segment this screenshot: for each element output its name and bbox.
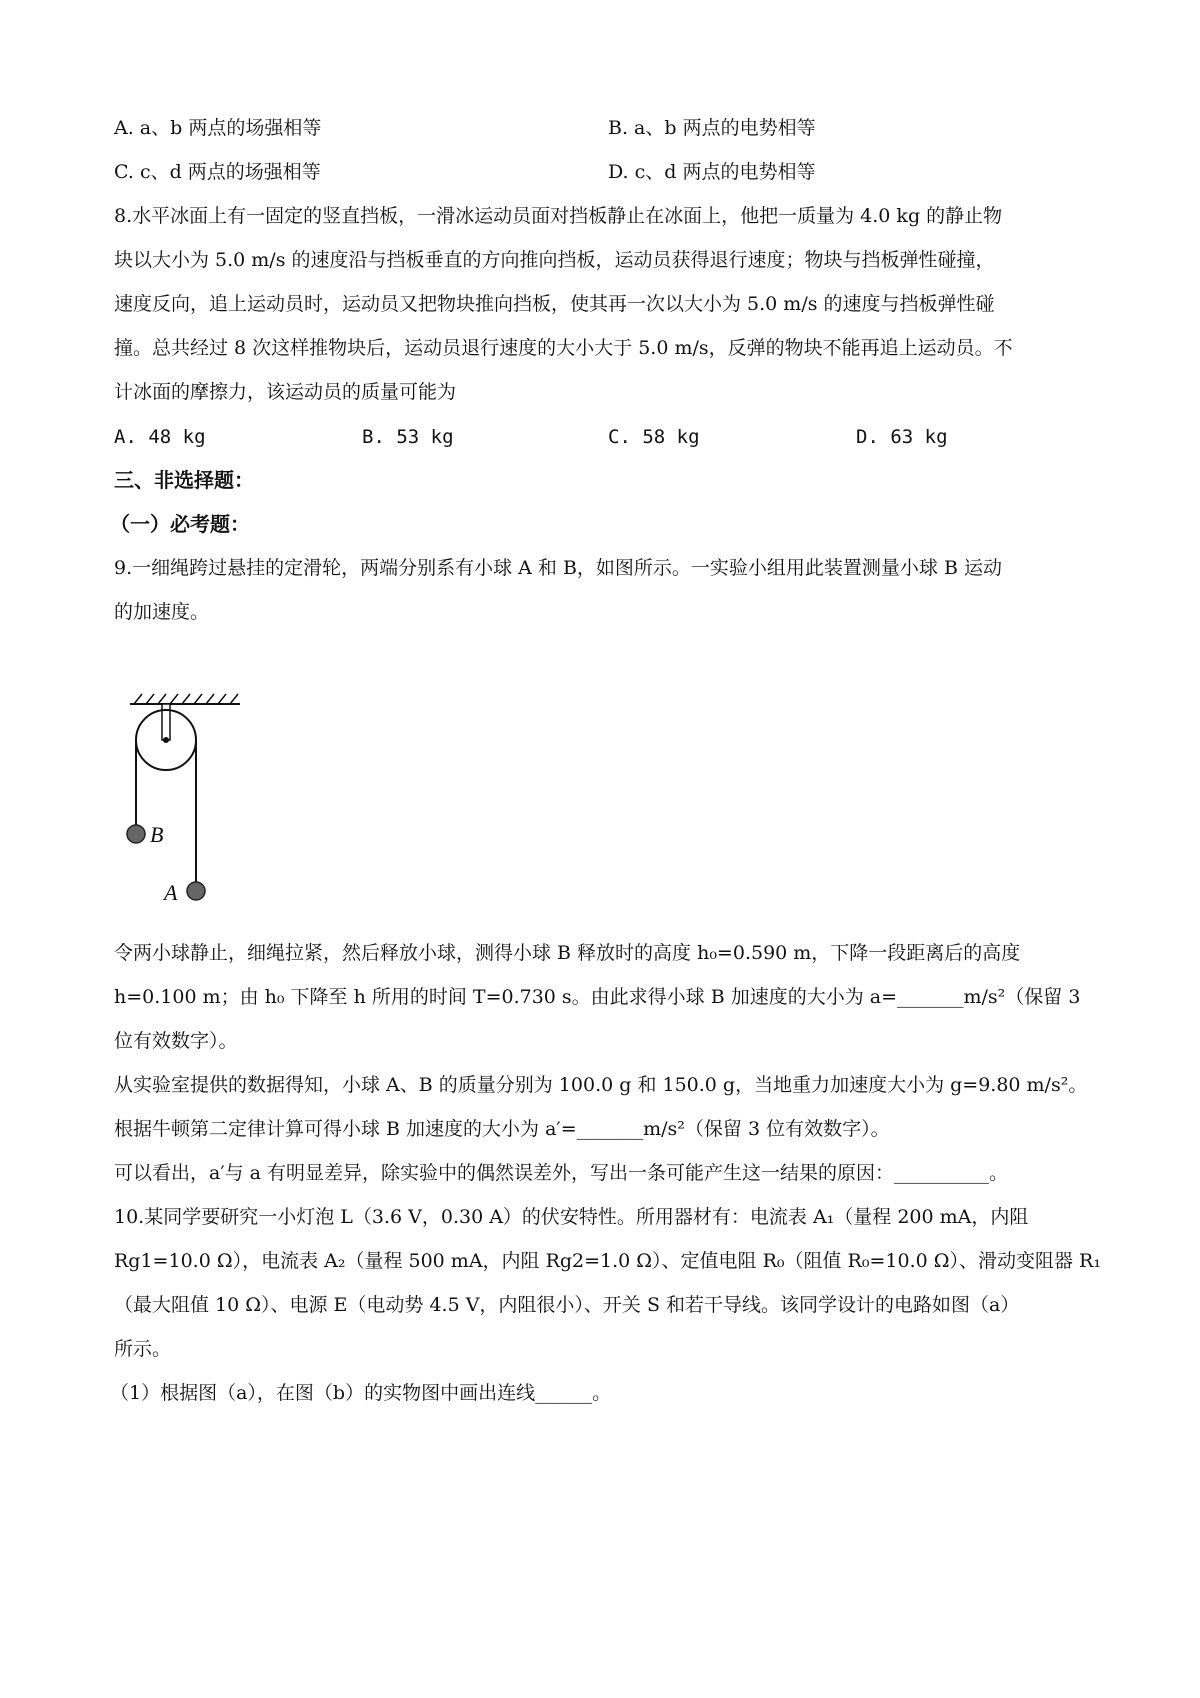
q8-option-b: B. 53 kg — [362, 426, 454, 448]
ceiling-support — [130, 694, 240, 704]
pulley-axle — [163, 737, 169, 743]
q9-text-line: 令两小球静止，细绳拉紧，然后释放小球，测得小球 B 释放时的高度 h₀=0.590 m，下降一段距离后的高度 — [114, 942, 1021, 964]
q7-option-d: D. c、d 两点的电势相等 — [608, 161, 816, 183]
pulley-figure — [124, 690, 254, 920]
ball-a — [187, 882, 205, 900]
ball-a-label: A — [164, 880, 178, 905]
q9-intro-line: 的加速度。 — [114, 601, 210, 623]
subsection-heading: （一）必考题： — [110, 512, 250, 536]
q8-text-line: 8.水平冰面上有一固定的竖直挡板，一滑冰运动员面对挡板静止在冰面上，他把一质量为 4.0 kg 的静止物 — [114, 205, 1003, 227]
ball-b — [127, 825, 145, 843]
q8-text-line: 撞。总共经过 8 次这样推物块后，运动员退行速度的大小大于 5.0 m/s，反弹的物块不能再追上运动员。不 — [114, 337, 1013, 359]
q9-text-line: h=0.100 m；由 h₀ 下降至 h 所用的时间 T=0.730 s。由此求得小球 B 加速度的大小为 a=_______m/s²（保留 3 — [114, 986, 1081, 1008]
q9-text-line: 根据牛顿第二定律计算可得小球 B 加速度的大小为 a′=_______m/s²（保留 3 位有效数字）。 — [114, 1118, 890, 1140]
q9-text-line: 位有效数字）。 — [114, 1030, 238, 1052]
q8-option-d: D. 63 kg — [856, 426, 948, 448]
q8-option-a: A. 48 kg — [114, 426, 206, 448]
q10-text-line: 所示。 — [114, 1338, 172, 1360]
q7-option-a: A. a、b 两点的场强相等 — [114, 117, 322, 139]
q8-option-c: C. 58 kg — [608, 426, 700, 448]
ball-b-label: B — [150, 822, 164, 847]
q8-text-line: 计冰面的摩擦力，该运动员的质量可能为 — [114, 381, 457, 403]
q7-option-b: B. a、b 两点的电势相等 — [608, 117, 816, 139]
q10-text-line: （1）根据图（a），在图（b）的实物图中画出连线______。 — [110, 1382, 612, 1404]
q10-text-line: （最大阻值 10 Ω）、电源 E（电动势 4.5 V，内阻很小）、开关 S 和若干导线。该同学设计的电路如图（a） — [114, 1294, 1020, 1316]
q9-text-line: 从实验室提供的数据得知，小球 A、B 的质量分别为 100.0 g 和 150.0 g，当地重力加速度大小为 g=9.80 m/s²。 — [114, 1074, 1088, 1096]
q7-option-c: C. c、d 两点的场强相等 — [114, 161, 321, 183]
q9-text-line: 可以看出，a′与 a 有明显差异，除实验中的偶然误差外，写出一条可能产生这一结果的原因：__________。 — [114, 1162, 1009, 1184]
q8-text-line: 块以大小为 5.0 m/s 的速度沿与挡板垂直的方向推向挡板，运动员获得退行速度；物块与挡板弹性碰撞， — [114, 249, 995, 271]
q8-text-line: 速度反向，追上运动员时，运动员又把物块推向挡板，使其再一次以大小为 5.0 m/s 的速度与挡板弹性碰 — [114, 293, 995, 315]
q9-intro-line: 9.一细绳跨过悬挂的定滑轮，两端分别系有小球 A 和 B，如图所示。一实验小组用此装置测量小球 B 运动 — [114, 557, 1002, 579]
q10-text-line: Rg1=10.0 Ω），电流表 A₂（量程 500 mA，内阻 Rg2=1.0 Ω）、定值电阻 R₀（阻值 R₀=10.0 Ω）、滑动变阻器 R₁ — [114, 1250, 1101, 1272]
q10-text-line: 10.某同学要研究一小灯泡 L（3.6 V，0.30 A）的伏安特性。所用器材有：电流表 A₁（量程 200 mA，内阻 — [114, 1206, 1029, 1228]
section-heading: 三、非选择题： — [114, 468, 254, 492]
